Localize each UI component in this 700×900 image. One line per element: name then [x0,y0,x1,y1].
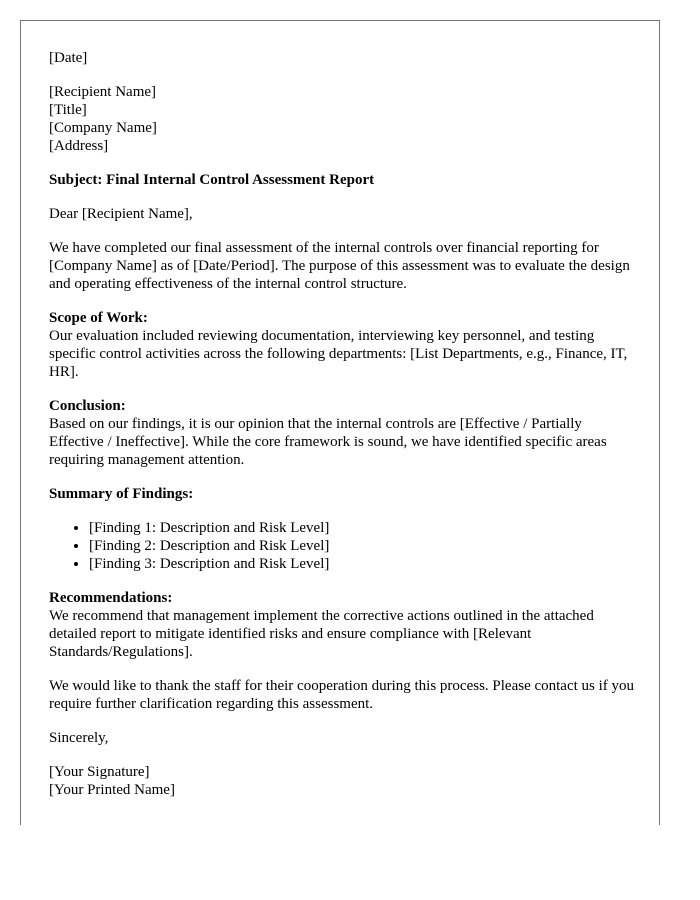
letter-date: [Date] [49,50,88,66]
recipient-address: [Address] [49,138,109,154]
recommendations-heading: Recommendations: [49,590,173,606]
conclusion-text: Based on our findings, it is our opinion that the internal controls are [Effective / Partially Effective / Ineffective]. While the core framework is sound, we have identified specific areas requiring management attention. [49,416,607,468]
scope-section [49,309,639,381]
recipient-title: [Title] [49,102,87,118]
thanks-paragraph: We would like to thank the staff for their cooperation during this process. Please contact us if you require further clarification regarding this assessment. [49,678,635,712]
recipient-company: [Company Name] [49,120,157,136]
letter-body [49,49,639,815]
conclusion-section [49,397,639,469]
recommendations-section [49,589,639,661]
findings-heading: Summary of Findings: [49,486,194,502]
recommendations-text: We recommend that management implement the corrective actions outlined in the attached detailed report to mitigate identified risks and ensure compliance with [Relevant Standards/Regulations]. [49,608,594,660]
finding-item: • [Finding 2: Description and Risk Level] [89,537,639,555]
findings-list [49,519,639,573]
conclusion-heading: Conclusion: [49,398,126,414]
signature-block [49,763,639,799]
intro-paragraph: We have completed our final assessment of the internal controls over financial reporting for [Company Name] as of [Date/Period]. The purpose of this assessment was to evaluate the design and operating effectiveness of the internal control structure. [49,240,630,292]
scope-heading: Scope of Work: [49,310,148,326]
finding-item: • [Finding 3: Description and Risk Level] [89,555,639,573]
recipient-block [49,83,639,155]
recipient-name: [Recipient Name] [49,84,157,100]
closing: Sincerely, [49,730,109,746]
letter-page [20,20,660,825]
salutation: Dear [Recipient Name], [49,206,193,222]
scope-text: Our evaluation included reviewing documentation, interviewing key personnel, and testing specific control activities across the following departments: [List Departments, e.g., Finance, IT, HR]. [49,328,628,380]
signature: [Your Signature] [49,764,150,780]
subject-line: Subject: Final Internal Control Assessment Report [49,172,375,188]
finding-item: • [Finding 1: Description and Risk Level] [89,519,639,537]
printed-name: [Your Printed Name] [49,782,175,798]
